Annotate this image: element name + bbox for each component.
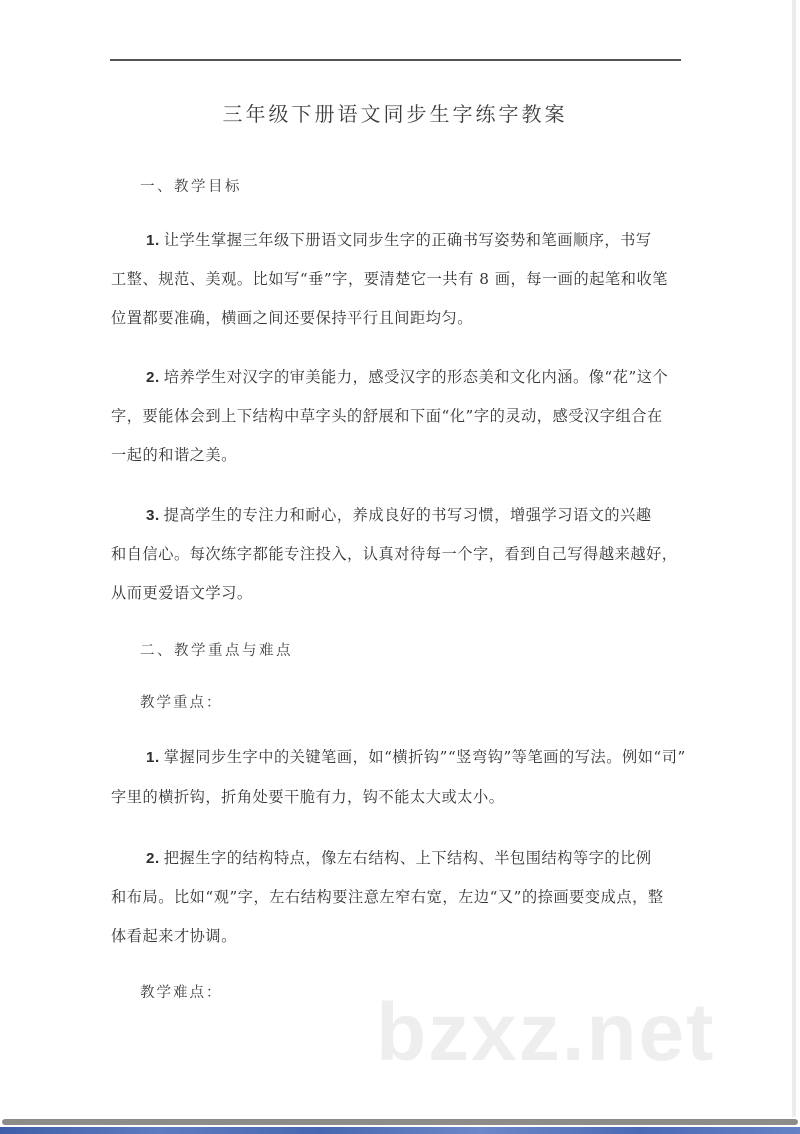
paragraph-line: 1. 让学生掌握三年级下册语文同步生字的正确书写姿势和笔画顺序，书写 <box>146 231 652 249</box>
subsection-label-difficulties: 教学难点： <box>140 985 223 1001</box>
paragraph-line: 1. 掌握同步生字中的关键笔画，如“横折钩”“竖弯钩”等笔画的写法。例如“司” <box>146 748 686 766</box>
page-edge <box>792 0 796 1117</box>
paragraph-line: 位置都要准确，横画之间还要保持平行且间距均匀。 <box>111 309 473 327</box>
paragraph-line: 和布局。比如“观”字，左右结构要注意左窄右宽，左边“又”的捺画要变成点，整 <box>111 888 664 906</box>
paragraph-line: 一起的和谐之美。 <box>111 446 237 464</box>
item-number: 2. <box>146 369 160 386</box>
paragraph-line: 3. 提高学生的专注力和耐心，养成良好的书写习惯，增强学习语文的兴趣 <box>146 506 652 524</box>
item-number: 1. <box>146 749 160 766</box>
item-number: 1. <box>146 232 160 249</box>
watermark: bzxz.net <box>376 987 716 1078</box>
section-heading-objectives: 一、教学目标 <box>140 179 242 195</box>
section-heading-key-points: 二、教学重点与难点 <box>140 643 293 659</box>
paragraph-line: 体看起来才协调。 <box>111 927 237 945</box>
document-title: 三年级下册语文同步生字练字教案 <box>222 102 568 126</box>
paragraph-line: 2. 把握生字的结构特点，像左右结构、上下结构、半包围结构等字的比例 <box>146 849 652 867</box>
background-strip <box>0 1127 800 1134</box>
item-number: 2. <box>146 850 160 867</box>
paragraph-line: 工整、规范、美观。比如写“垂”字，要清楚它一共有 8 画，每一画的起笔和收笔 <box>111 270 668 288</box>
paragraph-line: 和自信心。每次练字都能专注投入，认真对待每一个字，看到自己写得越来越好， <box>111 545 678 563</box>
header-rule <box>110 59 681 61</box>
subsection-label-key-points: 教学重点： <box>140 695 223 711</box>
paragraph-line: 从而更爱语文学习。 <box>111 584 253 602</box>
horizontal-scrollbar[interactable] <box>2 1119 798 1125</box>
item-number: 3. <box>146 507 160 524</box>
paragraph-line: 字里的横折钩，折角处要干脆有力，钩不能太大或太小。 <box>111 788 505 806</box>
paragraph-line: 2. 培养学生对汉字的审美能力，感受汉字的形态美和文化内涵。像“花”这个 <box>146 368 669 386</box>
paragraph-line: 字，要能体会到上下结构中草字头的舒展和下面“化”字的灵动，感受汉字组合在 <box>111 407 663 425</box>
